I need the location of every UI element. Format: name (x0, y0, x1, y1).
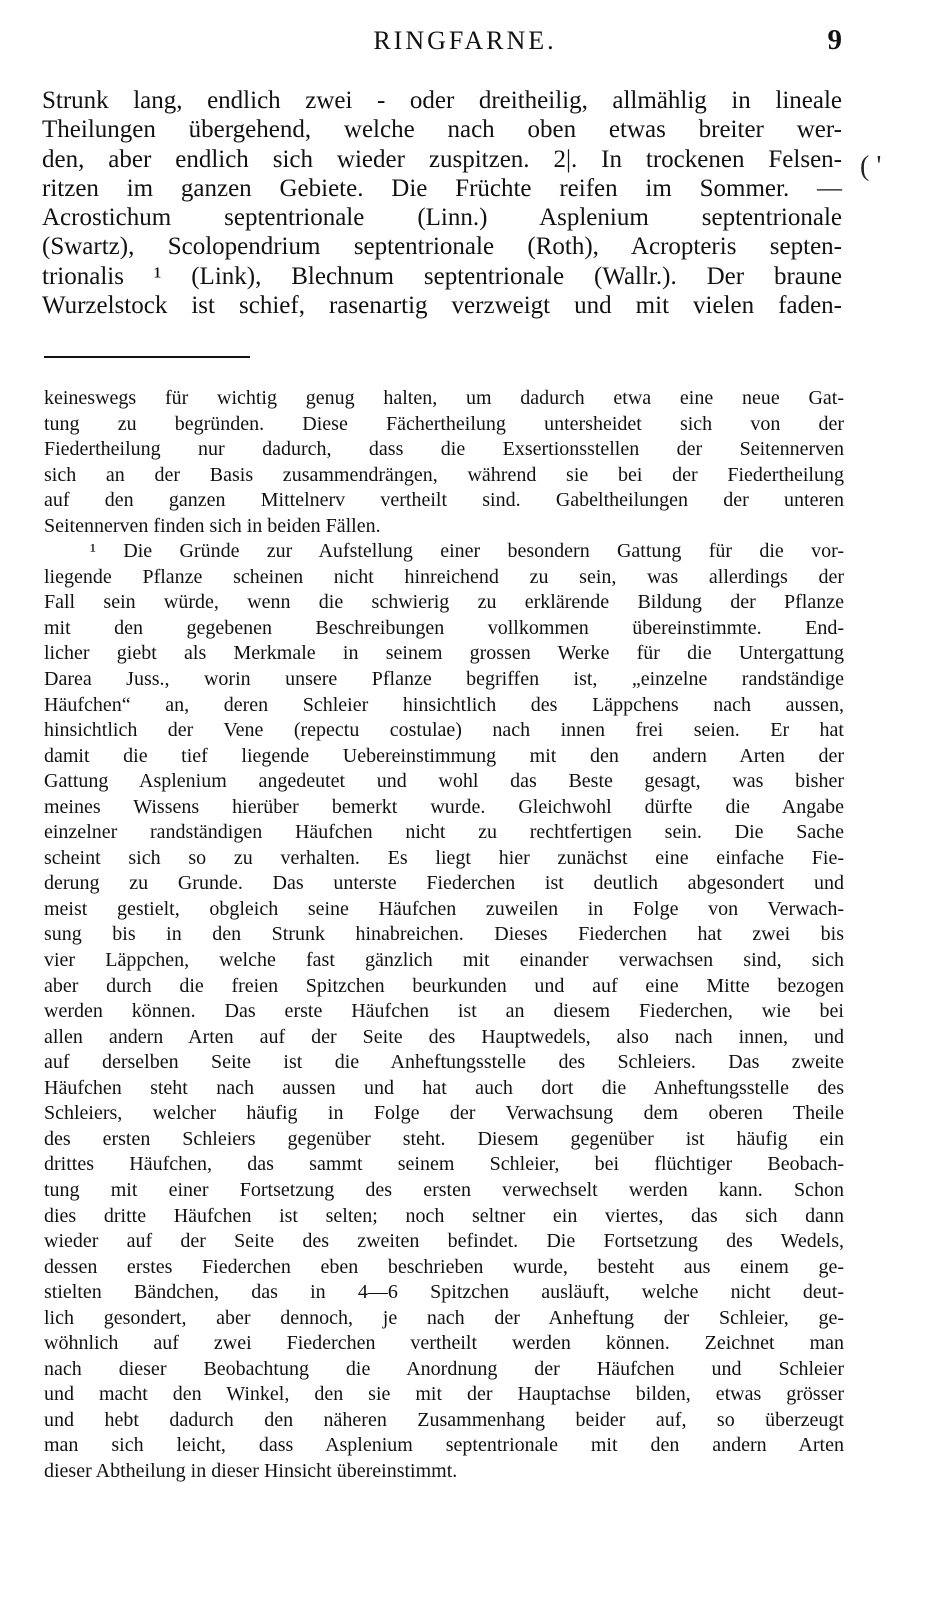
text-line: Wurzelstock ist schief, rasenartig verzweigt und mit vielen faden- (42, 292, 842, 320)
footnote-line: meist gestielt, obgleich seine Häufchen zuweilen in Folge von Verwach- (44, 897, 844, 920)
footnote-line: liegende Pflanze scheinen nicht hinreichend zu sein, was allerdings der (44, 565, 844, 588)
footnote-line: Schleiers, welcher häufig in Folge der Verwachsung dem oberen Theile (44, 1102, 844, 1125)
footnote-line: Fall sein würde, wenn die schwierig zu erklärende Bildung der Pflanze (44, 591, 844, 614)
footnote-line: Häufchen“ an, deren Schleier hinsichtlich des Läppchens nach aussen, (44, 693, 844, 716)
footnote-line: tung zu begründen. Diese Fächertheilung untersheidet sich von der (44, 412, 844, 435)
footnote-line: Häufchen steht nach aussen und hat auch dort die Anheftungsstelle des (44, 1076, 844, 1099)
footnote-line: hinsichtlich der Vene (repectu costulae) nach innen frei seien. Er hat (44, 719, 844, 742)
text-line: ritzen im ganzen Gebiete. Die Früchte reifen im Sommer. — (42, 174, 842, 202)
main-text (42, 86, 842, 320)
footnote-line: und hebt dadurch den näheren Zusammenhang beider auf, so überzeugt (44, 1408, 844, 1431)
footnote-line: wöhnlich auf zwei Fiederchen vertheilt werden können. Zeichnet man (44, 1332, 844, 1355)
footnote-line: mit den gegebenen Beschreibungen vollkommen übereinstimmte. End- (44, 616, 844, 639)
footnote-line: damit die tief liegende Uebereinstimmung mit den andern Arten der (44, 744, 844, 767)
footnote-line: dies dritte Häufchen ist selten; noch seltner ein viertes, das sich dann (44, 1204, 844, 1227)
footnote-line: tung mit einer Fortsetzung des ersten verwechselt werden kann. Schon (44, 1178, 844, 1201)
margin-mark: ( ' (860, 151, 882, 182)
footnote-line: wieder auf der Seite des zweiten befindet. Die Fortsetzung des Wedels, (44, 1230, 844, 1253)
text-line: Acrostichum septentrionale (Linn.) Asplenium septentrionale (42, 204, 842, 232)
page-number: 9 (827, 24, 842, 56)
footnote-line: stielten Bändchen, das in 4—6 Spitzchen ausläuft, welche nicht deut- (44, 1281, 844, 1304)
footnote-line: keineswegs für wichtig genug halten, um dadurch etwa eine neue Gat- (44, 387, 844, 409)
footnote-line: sich an der Basis zusammendrängen, während sie bei der Fiedertheilung (44, 463, 844, 486)
footnote-line: derung zu Grunde. Das unterste Fiederchen ist deutlich abgesondert und (44, 872, 844, 895)
footnote-line: auf derselben Seite ist die Anheftungsstelle des Schleiers. Das zweite (44, 1051, 844, 1074)
footnote-line: dieser Abtheilung in dieser Hinsicht übereinstimmt. (44, 1459, 458, 1482)
footnote-line: ¹ Die Gründe zur Aufstellung einer besondern Gattung für die vor- (90, 540, 844, 563)
text-line: (Swartz), Scolopendrium septentrionale (Roth), Acropteris septen- (42, 233, 842, 261)
footnote-line: Gattung Asplenium angedeutet und wohl das Beste gesagt, was bisher (44, 770, 844, 793)
footnotes (44, 386, 844, 1485)
footnote-line: licher giebt als Merkmale in seinem grossen Werke für die Untergattung (44, 642, 844, 665)
page-header (0, 26, 930, 66)
footnote-line: auf den ganzen Mittelnerv vertheilt sind. Gabeltheilungen der unteren (44, 489, 844, 512)
running-title: RINGFARNE. (373, 26, 557, 55)
footnote-line: Fiedertheilung nur dadurch, dass die Exsertionsstellen der Seitennerven (44, 438, 844, 461)
footnote-line: einzelner randständigen Häufchen nicht zu rechtfertigen sein. Die Sache (44, 821, 844, 844)
text-line: den, aber endlich sich wieder zuspitzen. 2|. In trockenen Felsen- (42, 145, 842, 173)
text-line: trionalis ¹ (Link), Blechnum septentrionale (Wallr.). Der braune (42, 262, 842, 290)
footnote-divider (44, 356, 250, 358)
footnote-line: drittes Häufchen, das sammt seinem Schleier, bei flüchtiger Beobach- (44, 1153, 844, 1176)
footnote-line: vier Läppchen, welche fast gänzlich mit einander verwachsen sind, sich (44, 949, 844, 972)
footnote-line: dessen erstes Fiederchen eben beschrieben wurde, besteht aus einem ge- (44, 1255, 844, 1278)
footnote-line: Darea Juss., worin unsere Pflanze begriffen ist, „einzelne randständige (44, 668, 844, 691)
footnote-line: meines Wissens hierüber bemerkt wurde. Gleichwohl dürfte die Angabe (44, 795, 844, 818)
text-line: Theilungen übergehend, welche nach oben etwas breiter wer- (42, 116, 842, 144)
footnote-line: scheint sich so zu verhalten. Es liegt hier zunächst eine einfache Fie- (44, 846, 844, 869)
footnote-line: sung bis in den Strunk hinabreichen. Dieses Fiederchen hat zwei bis (44, 923, 844, 946)
footnote-line: und macht den Winkel, den sie mit der Hauptachse bilden, etwas grösser (44, 1383, 844, 1406)
footnote-line: des ersten Schleiers gegenüber steht. Diesem gegenüber ist häufig ein (44, 1127, 844, 1150)
footnote-line: Seitennerven finden sich in beiden Fällen. (44, 514, 381, 537)
footnote-line: nach dieser Beobachtung die Anordnung der Häufchen und Schleier (44, 1357, 844, 1380)
footnote-line: lich gesondert, aber dennoch, je nach der Anheftung der Schleier, ge- (44, 1306, 844, 1329)
footnote-line: allen andern Arten auf der Seite des Hauptwedels, also nach innen, und (44, 1025, 844, 1048)
footnote-line: werden können. Das erste Häufchen ist an diesem Fiederchen, wie bei (44, 1000, 844, 1023)
text-line: Strunk lang, endlich zwei - oder dreitheilig, allmählig in lineale (42, 87, 842, 114)
footnote-line: man sich leicht, dass Asplenium septentrionale mit den andern Arten (44, 1434, 844, 1457)
footnote-line: aber durch die freien Spitzchen beurkunden und auf eine Mitte bezogen (44, 974, 844, 997)
